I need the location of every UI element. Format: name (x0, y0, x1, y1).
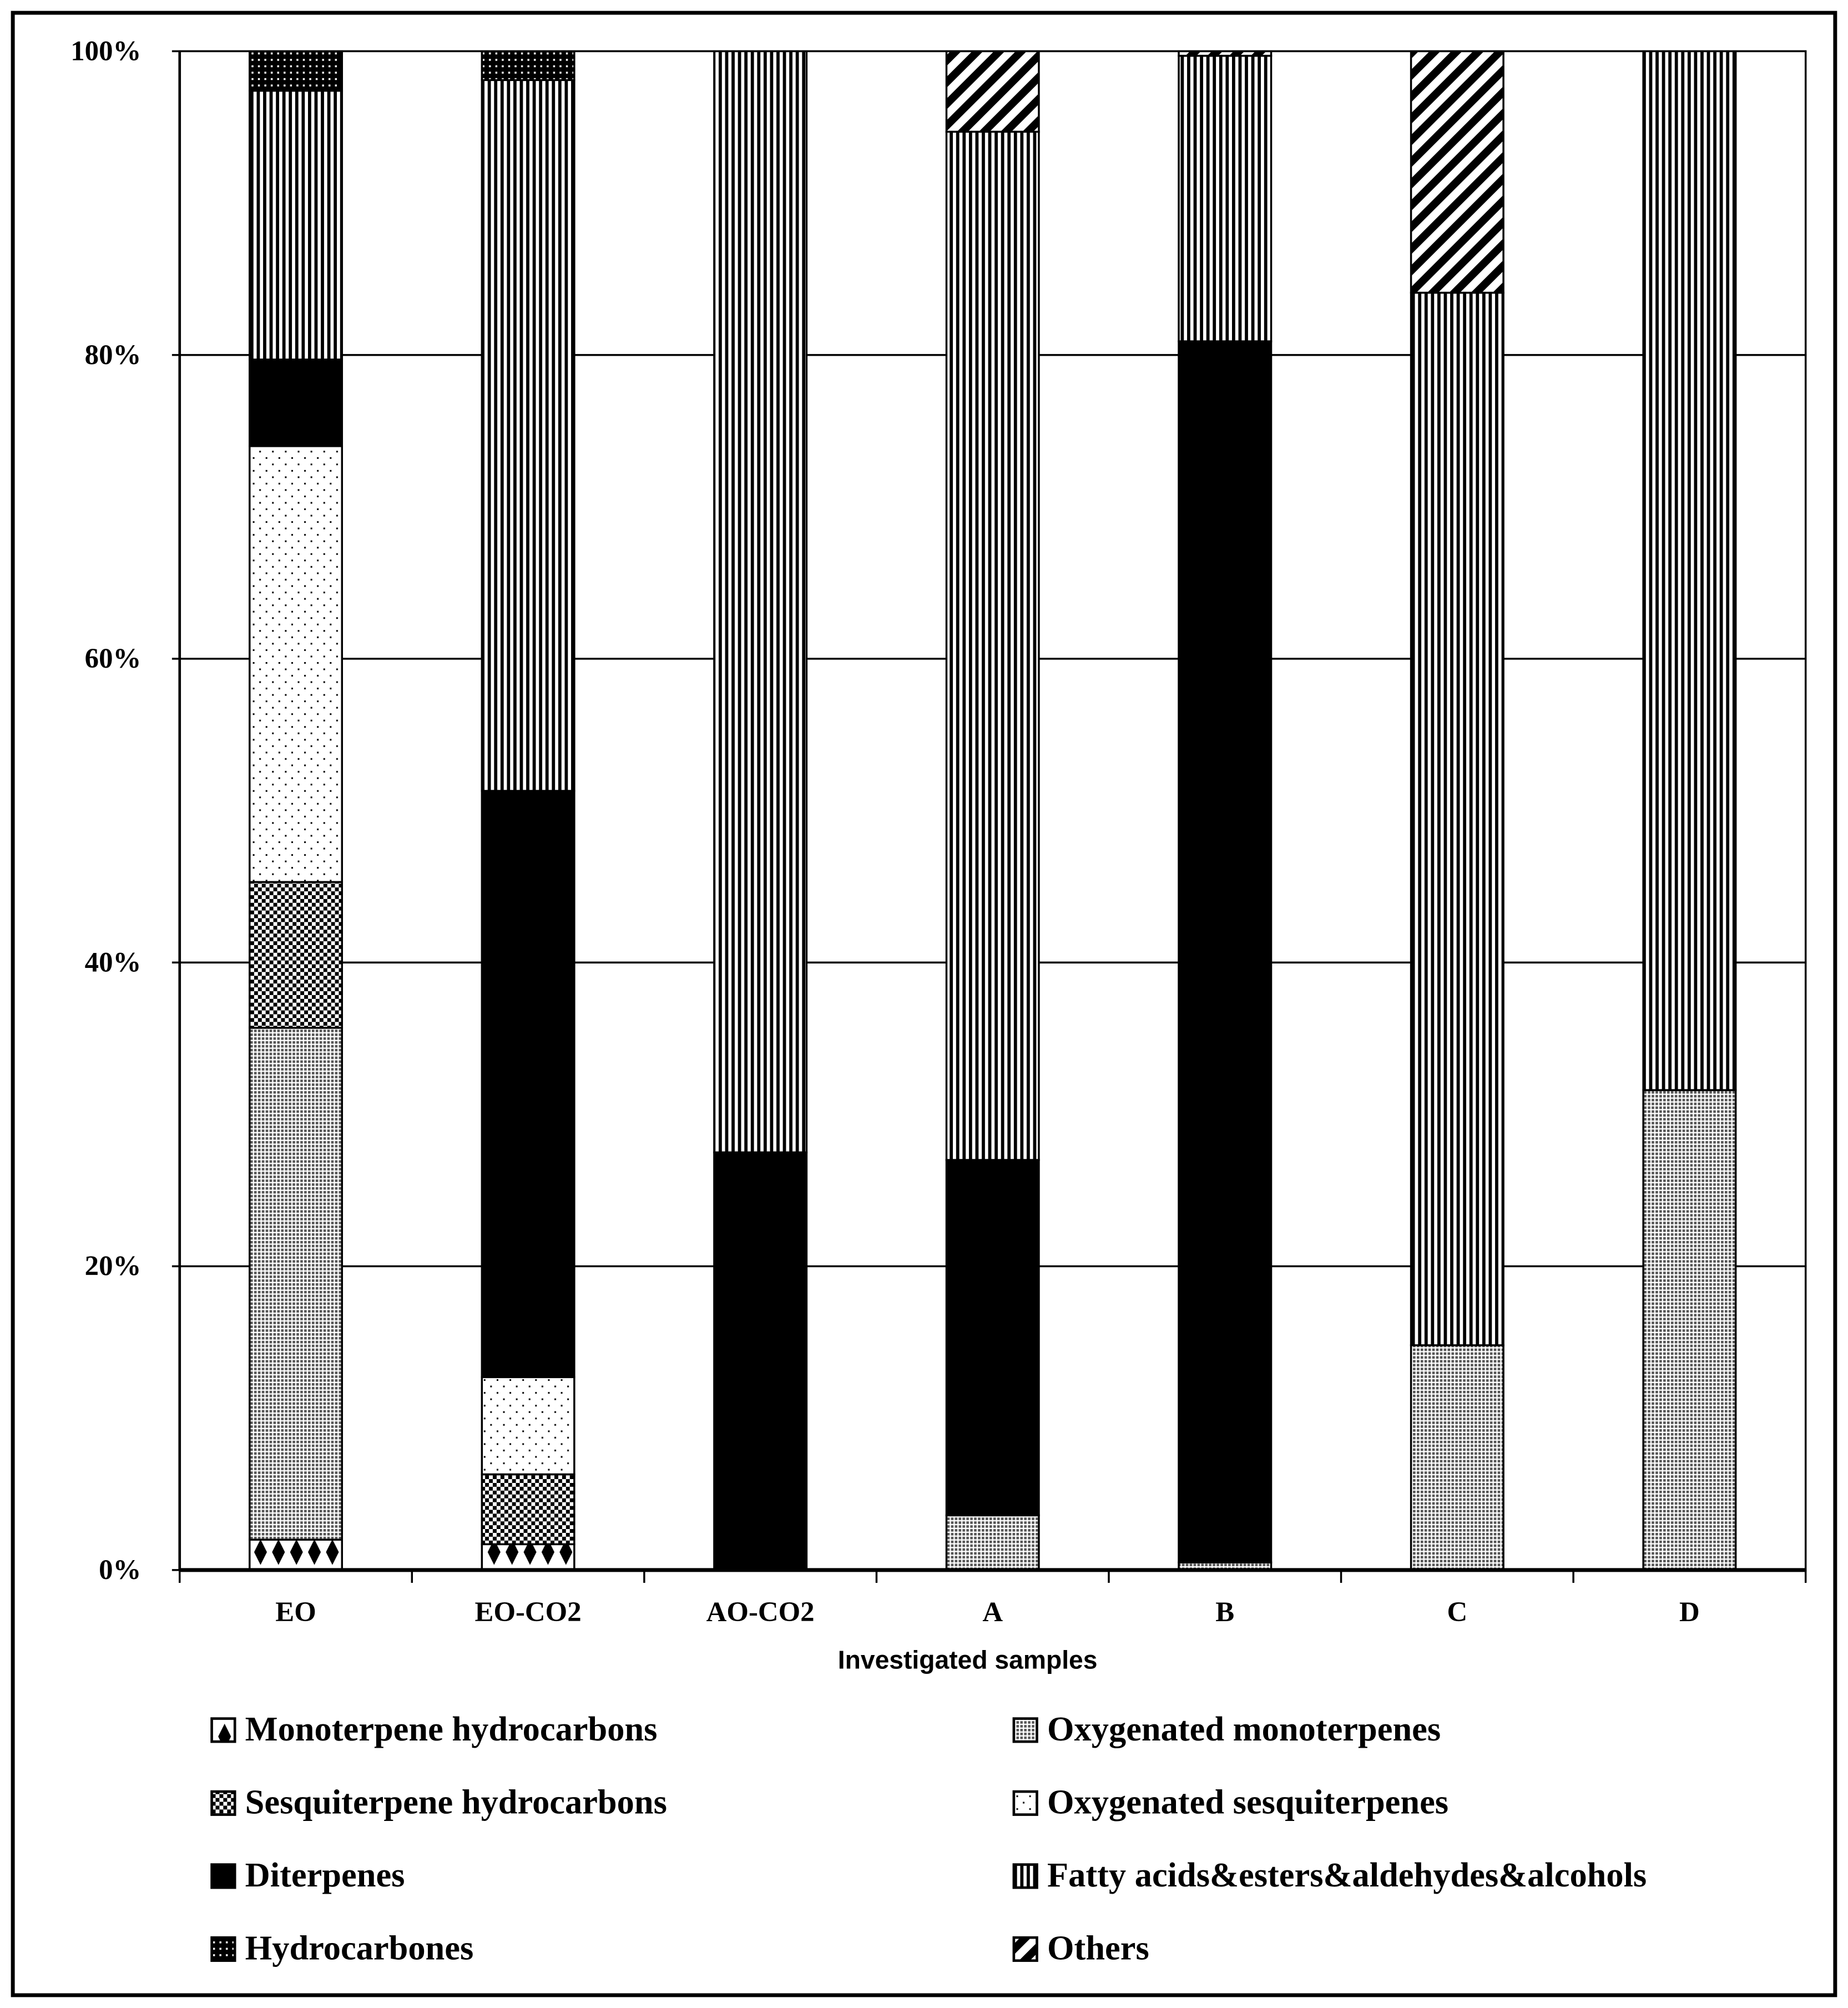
bar-segment-monoterpene-hydrocarbons (482, 1544, 574, 1570)
y-tick-label: 20% (84, 1250, 142, 1282)
legend-swatch (1014, 1865, 1037, 1888)
bar-segment-diterpenes (482, 791, 574, 1377)
bar-segment-fatty-acids-esters-aldehydes-alcohols (946, 132, 1039, 1160)
bar-segment-fatty-acids-esters-aldehydes-alcohols (1411, 292, 1504, 1345)
bar-segment-oxygenated-monoterpenes (1411, 1345, 1504, 1570)
y-tick-label: 80% (84, 339, 142, 370)
y-tick-label: 60% (84, 643, 142, 674)
bar-segment-fatty-acids-esters-aldehydes-alcohols (482, 80, 574, 791)
y-tick-label: 40% (84, 946, 142, 978)
bar-segment-sesquiterpene-hydrocarbons (482, 1474, 574, 1544)
legend-label: Others (1047, 1929, 1149, 1967)
x-tick-label: C (1447, 1596, 1468, 1628)
legend-swatch (212, 1938, 235, 1961)
bar-segment-oxygenated-monoterpenes (946, 1515, 1039, 1570)
x-tick-label: D (1679, 1596, 1700, 1628)
bar-segment-diterpenes (714, 1152, 807, 1570)
bar-segment-fatty-acids-esters-aldehydes-alcohols (1643, 51, 1736, 1090)
bar-segment-monoterpene-hydrocarbons (250, 1540, 342, 1570)
bar-segment-hydrocarbones (482, 51, 574, 80)
x-tick-label: A (982, 1596, 1003, 1628)
legend-label: Oxygenated monoterpenes (1047, 1709, 1441, 1748)
y-tick-label: 100% (70, 35, 142, 67)
x-tick-label: EO (275, 1596, 316, 1628)
bar-segment-oxygenated-sesquiterpenes (482, 1377, 574, 1474)
legend-label: Fatty acids&esters&aldehydes&alcohols (1047, 1855, 1647, 1894)
legend-swatch (212, 1865, 235, 1888)
bar-segment-hydrocarbones (250, 51, 342, 90)
x-tick-label: EO-CO2 (474, 1596, 582, 1628)
bar-segment-fatty-acids-esters-aldehydes-alcohols (250, 90, 342, 359)
legend-swatch (212, 1719, 235, 1742)
bar-segment-fatty-acids-esters-aldehydes-alcohols (714, 51, 807, 1152)
bar-segment-others (1411, 51, 1504, 292)
x-tick-label: AO-CO2 (706, 1596, 815, 1628)
bar-segment-oxygenated-monoterpenes (250, 1028, 342, 1540)
legend-swatch (1014, 1938, 1037, 1961)
legend-label: Monoterpene hydrocarbons (245, 1709, 658, 1748)
bar-segment-oxygenated-monoterpenes (1643, 1090, 1736, 1570)
legend-swatch (1014, 1719, 1037, 1742)
bar-segment-others (946, 51, 1039, 132)
bar-segment-fatty-acids-esters-aldehydes-alcohols (1179, 56, 1271, 341)
legend-label: Hydrocarbones (245, 1929, 474, 1967)
legend-swatch (1014, 1792, 1037, 1815)
bar-segment-diterpenes (250, 360, 342, 446)
bar-segment-sesquiterpene-hydrocarbons (250, 882, 342, 1028)
x-axis-label: Investigated samples (837, 1645, 1098, 1674)
legend-swatch (212, 1792, 235, 1815)
legend-label: Oxygenated sesquiterpenes (1047, 1783, 1449, 1822)
x-tick-label: B (1215, 1596, 1235, 1628)
bar-segment-diterpenes (946, 1160, 1039, 1515)
legend-label: Sesquiterpene hydrocarbons (245, 1783, 667, 1822)
bar-segment-oxygenated-sesquiterpenes (250, 446, 342, 882)
bar-segment-diterpenes (1179, 341, 1271, 1562)
y-tick-label: 0% (99, 1554, 142, 1586)
legend-label: Diterpenes (245, 1855, 405, 1894)
